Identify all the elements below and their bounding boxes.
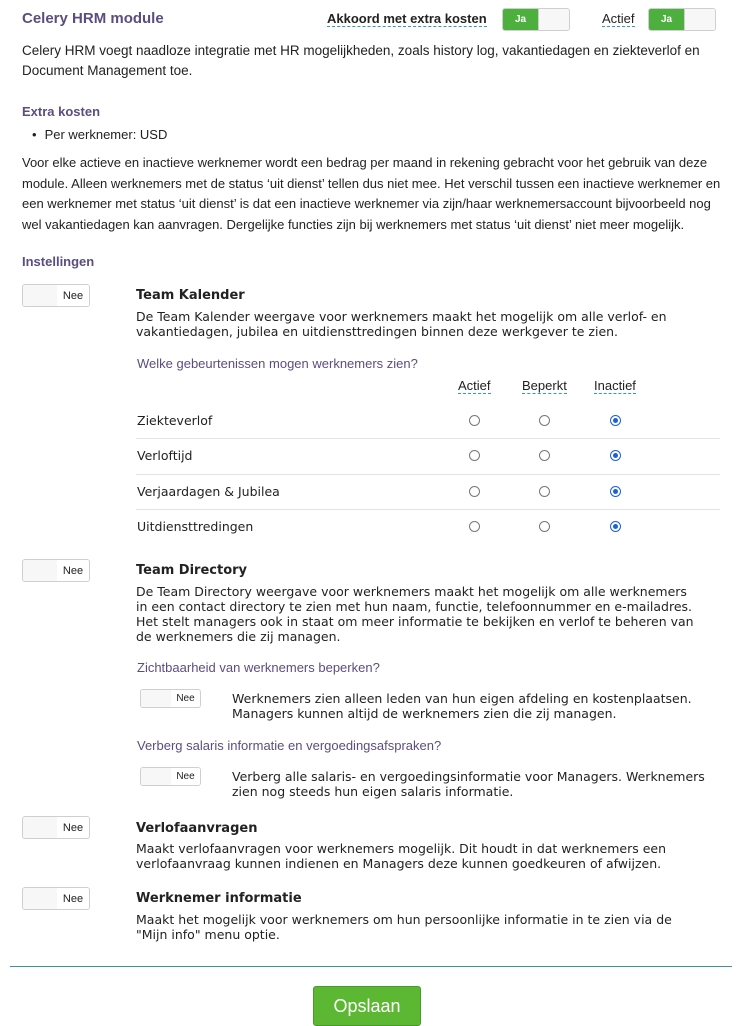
extra-kosten-heading: Extra kosten: [22, 104, 101, 119]
radio-verjaardagen-actief[interactable]: [469, 486, 480, 497]
col-actief: Actief: [458, 378, 491, 393]
zichtbaarheid-toggle[interactable]: [140, 689, 201, 708]
radio-ziekteverlof-inactief[interactable]: [610, 415, 621, 426]
team-kalender-toggle-label: Nee: [57, 285, 89, 306]
radio-verloftijd-beperkt[interactable]: [539, 450, 550, 461]
verlof-desc: Maakt verlofaanvragen voor werknemers mogelijk. Dit houdt in dat werknemers een verlofaanvraag kunnen indienen en Managers deze kunnen goedkeuren of afwijzen.: [136, 841, 666, 871]
team-directory-desc: De Team Directory weergave voor werknemers maakt het mogelijk om alle werknemers in een contact directory te zien met hun naam, functie, telefoonnummer en e-mailadres. Het stelt managers ook in staat om meer informatie te bekijken en verlof te beheren van de werknemers die zij managen.: [136, 584, 694, 644]
werknemer-info-toggle[interactable]: [22, 887, 90, 910]
team-directory-toggle[interactable]: [22, 559, 90, 582]
akkoord-toggle[interactable]: [502, 8, 570, 31]
verlof-toggle-label: Nee: [57, 817, 89, 838]
zichtbaarheid-question: Zichtbaarheid van werknemers beperken?: [137, 660, 380, 675]
kosten-paragraph: Voor elke actieve en inactieve werknemer wordt een bedrag per maand in rekening gebracht voor het gebruik van deze module. Alleen werknemers met de status ‘uit dienst’ tellen dus niet mee. Het verschil tussen een inactieve werknemer en een werknemer met status ‘uit dienst’ is dat een inactieve werknemer via zijn/haar werknemersaccount bijvoorbeeld nog wel vakantiedagen kan aanvragen. Dergelijke functies zijn bij werknemers met status ‘uit dienst’ niet meer mogelijk.: [22, 155, 721, 232]
zichtbaarheid-desc: Werknemers zien alleen leden van hun eigen afdeling en kostenplaatsen. Managers kunnen altijd de werknemers zien die zij managen.: [232, 691, 692, 721]
row-label-verloftijd: Verloftijd: [137, 448, 193, 463]
row-label-ziekteverlof: Ziekteverlof: [137, 413, 213, 428]
akkoord-label: Akkoord met extra kosten: [327, 11, 487, 26]
footer-divider: [10, 966, 732, 967]
team-directory-title: Team Directory: [136, 563, 248, 578]
verlof-toggle[interactable]: [22, 816, 90, 839]
instellingen-heading: Instellingen: [22, 254, 95, 269]
radio-uitdienst-actief[interactable]: [469, 521, 480, 532]
row-divider: [136, 474, 720, 475]
salaris-desc: Verberg alle salaris- en vergoedingsinformatie voor Managers. Werknemers zien nog steeds hun eigen salaris informatie.: [232, 769, 705, 799]
radio-ziekteverlof-beperkt[interactable]: [539, 415, 550, 426]
radio-verloftijd-inactief[interactable]: [610, 450, 621, 461]
verlof-title: Verlofaanvragen: [136, 821, 258, 836]
row-divider: [136, 438, 720, 439]
team-directory-toggle-label: Nee: [57, 560, 89, 581]
team-kalender-desc: De Team Kalender weergave voor werknemers maakt het mogelijk om alle verlof- en vakantiedagen, jubilea en uitdiensttredingen binnen deze werkgever te zien.: [136, 309, 667, 339]
werknemer-info-title: Werknemer informatie: [136, 891, 302, 906]
salaris-toggle[interactable]: [140, 767, 201, 786]
zichtbaarheid-toggle-label: Nee: [171, 690, 200, 707]
salaris-toggle-label: Nee: [171, 768, 200, 785]
actief-label: Actief: [602, 11, 635, 26]
actief-toggle-label: Ja: [649, 9, 684, 30]
radio-verloftijd-actief[interactable]: [469, 450, 480, 461]
col-inactief: Inactief: [594, 378, 636, 393]
radio-ziekteverlof-actief[interactable]: [469, 415, 480, 426]
row-label-uitdiensttredingen: Uitdiensttredingen: [137, 519, 254, 534]
werknemer-info-desc: Maakt het mogelijk voor werknemers om hun persoonlijke informatie in te zien via de "Mijn info" menu optie.: [136, 912, 672, 942]
col-beperkt: Beperkt: [522, 378, 567, 393]
intro-text: Celery HRM voegt naadloze integratie met HR mogelijkheden, zoals history log, vakantiedagen en ziekteverlof en Document Management toe.: [22, 43, 700, 78]
radio-verjaardagen-beperkt[interactable]: [539, 486, 550, 497]
akkoord-toggle-label: Ja: [503, 9, 538, 30]
row-label-verjaardagen: Verjaardagen & Jubilea: [137, 484, 280, 499]
team-kalender-title: Team Kalender: [136, 288, 245, 303]
price-bullet: • Per werknemer: USD: [32, 127, 167, 142]
module-title: Celery HRM module: [22, 10, 164, 27]
radio-uitdienst-inactief[interactable]: [610, 521, 621, 532]
salaris-question: Verberg salaris informatie en vergoedingsafspraken?: [137, 738, 442, 753]
save-button[interactable]: Opslaan: [313, 986, 421, 1026]
radio-verjaardagen-inactief[interactable]: [610, 486, 621, 497]
actief-toggle[interactable]: [648, 8, 716, 31]
werknemer-info-toggle-label: Nee: [57, 888, 89, 909]
radio-uitdienst-beperkt[interactable]: [539, 521, 550, 532]
kalender-question: Welke gebeurtenissen mogen werknemers zien?: [137, 356, 418, 371]
row-divider: [136, 509, 720, 510]
team-kalender-toggle[interactable]: [22, 284, 90, 307]
